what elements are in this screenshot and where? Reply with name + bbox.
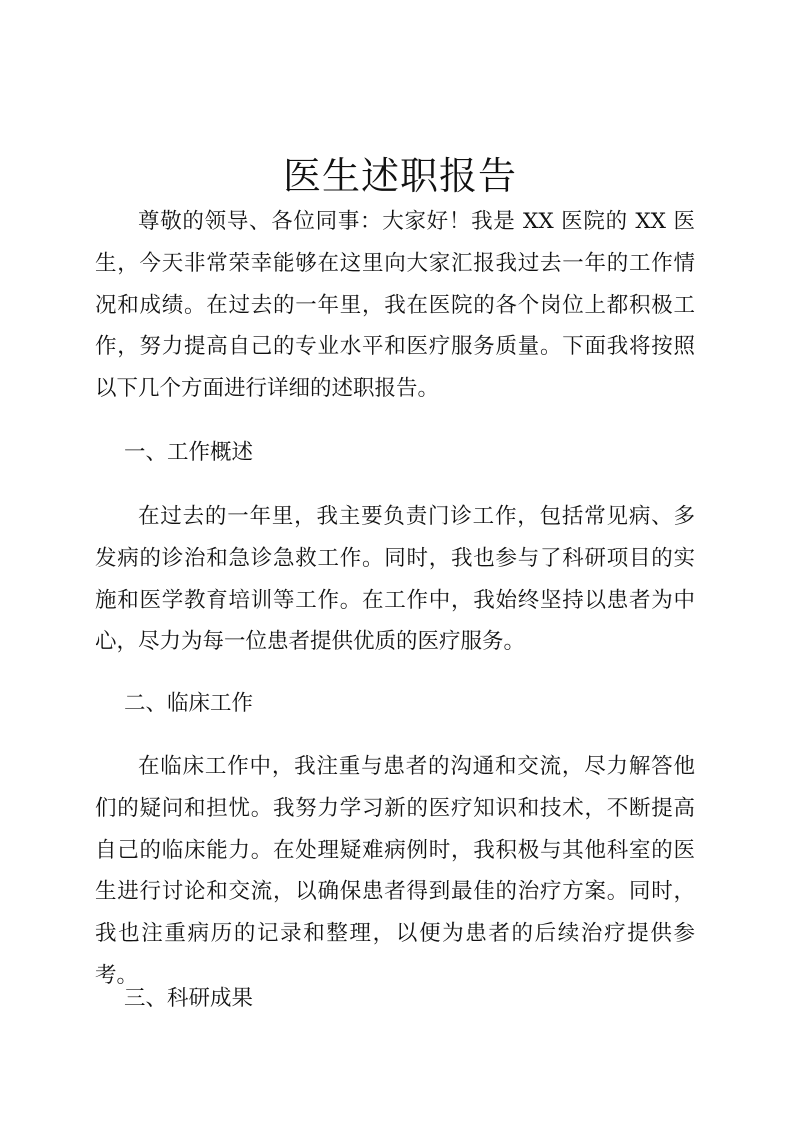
section-heading-work-overview: 一、工作概述 <box>124 440 254 465</box>
intro-paragraph: 尊敬的领导、各位同事：大家好！我是 XX 医院的 XX 医生，今天非常荣幸能够在这里向大家汇报我过去一年的工作情况和成绩。在过去的一年里，我在医院的各个岗位上都积极工作，努力提高自己的专业水平和医疗服务质量。下面我将按照以下几个方面进行详细的述职报告。 <box>95 209 695 402</box>
section-heading-clinical-work: 二、临床工作 <box>124 691 254 716</box>
document-title: 医生述职报告 <box>282 154 517 199</box>
clinical-work-paragraph: 在临床工作中，我注重与患者的沟通和交流，尽力解答他们的疑问和担忧。我努力学习新的医疗知识和技术，不断提高自己的临床能力。在处理疑难病例时，我积极与其他科室的医生进行讨论和交流，以确保患者得到最佳的治疗方案。同时，我也注重病历的记录和整理，以便为患者的后续治疗提供参考。 <box>95 754 695 988</box>
work-overview-paragraph: 在过去的一年里，我主要负责门诊工作，包括常见病、多发病的诊治和急诊急救工作。同时，我也参与了科研项目的实施和医学教育培训等工作。在工作中，我始终坚持以患者为中心，尽力为每一位患者提供优质的医疗服务。 <box>95 504 695 655</box>
section-heading-research-results: 三、科研成果 <box>124 986 254 1011</box>
